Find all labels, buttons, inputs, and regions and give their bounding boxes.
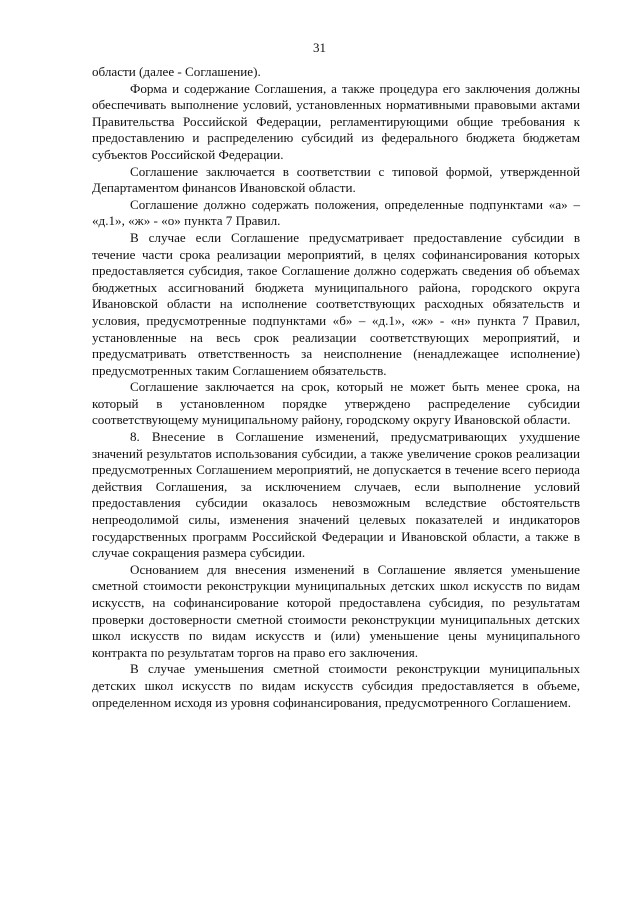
document-body bbox=[92, 64, 580, 711]
paragraph: 8. Внесение в Соглашение изменений, предусматривающих ухудшение значений результатов использования субсидии, а также увеличение сроков реализации предусмотренных Соглашением мероприятий, не допускается в течение всего периода действия Соглашения, за исключением случаев, если выполнение условий предоставления субсидии оказалось невозможным вследствие обстоятельств непреодолимой силы, изменения значений целевых показателей и индикаторов государственных программ Российской Федерации и Ивановской области, а также в случае сокращения размера субсидии. bbox=[92, 429, 580, 561]
paragraph: Соглашение заключается в соответствии с типовой формой, утвержденной Департаментом финансов Ивановской области. bbox=[92, 163, 580, 196]
paragraph: Соглашение должно содержать положения, определенные подпунктами «а» – «д.1», «ж» - «о» пункта 7 Правил. bbox=[92, 196, 580, 229]
paragraph: Соглашение заключается на срок, который не может быть менее срока, на который в установленном порядке утверждено распределение субсидии соответствующему муниципальному району, городскому округу Ивановской области. bbox=[92, 379, 580, 428]
paragraph: Основанием для внесения изменений в Соглашение является уменьшение сметной стоимости реконструкции муниципальных детских школ искусств по видам искусств, на софинансирование которой предоставлена субсидия, по результатам проверки достоверности сметной стоимости реконструкции муниципальных детских школ искусств по видам искусств и (или) уменьшение цены муниципального контракта по результатам торгов на право его заключения. bbox=[92, 561, 580, 660]
paragraph: Форма и содержание Соглашения, а также процедура его заключения должны обеспечивать выполнение условий, установленных нормативными правовыми актами Правительства Российской Федерации, регламентирующими общие требования к предоставлению и распределению субсидий из федерального бюджета бюджетам субъектов Российской Федерации. bbox=[92, 80, 580, 162]
paragraph: В случае уменьшения сметной стоимости реконструкции муниципальных детских школ искусств по видам искусств субсидия предоставляется в объеме, определенном исходя из уровня софинансирования, предусмотренного Соглашением. bbox=[92, 661, 580, 710]
paragraph: В случае если Соглашение предусматривает предоставление субсидии в течение части срока реализации мероприятий, в целях софинансирования которых предоставляется субсидия, такое Соглашение должно содержать сведения об объемах бюджетных ассигнований бюджета муниципального района, городского округа Ивановской области на исполнение соответствующих расходных обязательств и условия, предусмотренные подпунктами «б» – «д.1», «ж» - «н» пункта 7 Правил, установленные на весь срок реализации соответствующих мероприятий, и предусматривать ответственность за неисполнение (ненадлежащее исполнение) предусмотренных таким Соглашением обязательств. bbox=[92, 229, 580, 378]
paragraph: области (далее - Соглашение). bbox=[92, 64, 261, 79]
page-number: 31 bbox=[313, 40, 326, 55]
